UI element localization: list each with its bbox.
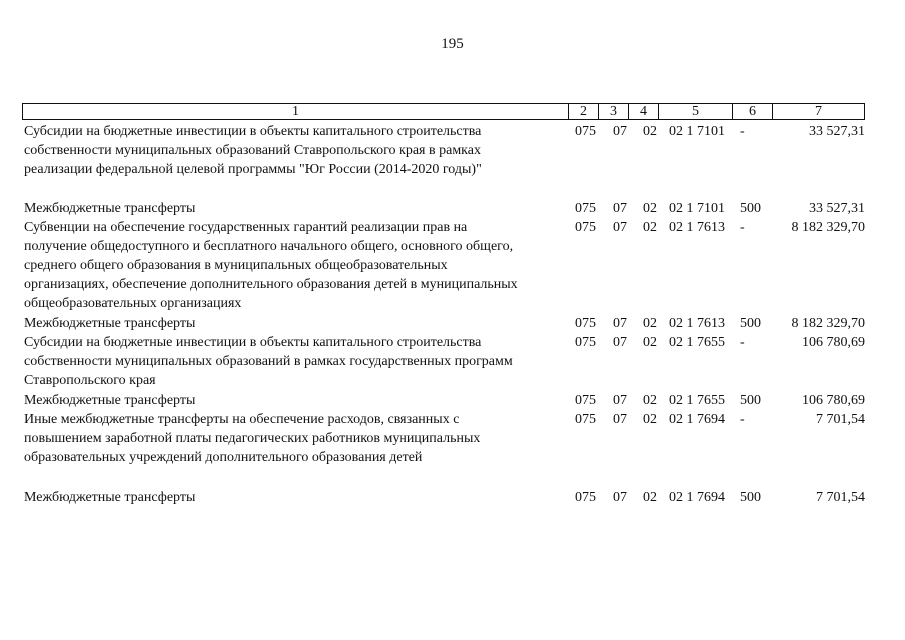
row-amount: 106 780,69 — [802, 335, 865, 350]
header-col-1: 1 — [22, 103, 569, 120]
row-code-3: 07 — [613, 220, 627, 235]
row-code-5: 02 1 7694 — [669, 490, 725, 505]
row-code-4: 02 — [643, 393, 657, 408]
header-col-4: 4 — [628, 103, 659, 120]
row-description: Иные межбюджетные трансферты на обеспечение расходов, связанных с повышением заработной платы педагогических работников муниципальных образовательных учреждений дополнительного образования детей — [24, 412, 481, 465]
table-header — [22, 103, 865, 120]
row-amount: 8 182 329,70 — [791, 316, 865, 331]
row-code-2: 075 — [575, 412, 596, 427]
row-code-3: 07 — [613, 490, 627, 505]
row-code-5: 02 1 7101 — [669, 124, 725, 139]
row-code-6: - — [740, 220, 745, 235]
row-code-6: - — [740, 412, 745, 427]
row-code-4: 02 — [643, 220, 657, 235]
row-code-5: 02 1 7655 — [669, 393, 725, 408]
row-code-3: 07 — [613, 393, 627, 408]
row-code-5: 02 1 7655 — [669, 335, 725, 350]
row-code-6: - — [740, 124, 745, 139]
row-code-2: 075 — [575, 490, 596, 505]
row-amount: 33 527,31 — [809, 124, 865, 139]
row-code-2: 075 — [575, 335, 596, 350]
row-amount: 7 701,54 — [816, 412, 865, 427]
row-description: Межбюджетные трансферты — [24, 316, 196, 331]
row-code-4: 02 — [643, 124, 657, 139]
row-code-3: 07 — [613, 201, 627, 216]
row-code-2: 075 — [575, 220, 596, 235]
row-code-4: 02 — [643, 490, 657, 505]
row-code-6: 500 — [740, 316, 761, 331]
row-amount: 33 527,31 — [809, 201, 865, 216]
row-code-4: 02 — [643, 412, 657, 427]
row-amount: 7 701,54 — [816, 490, 865, 505]
row-code-6: 500 — [740, 393, 761, 408]
header-col-2: 2 — [568, 103, 599, 120]
row-description: Субвенции на обеспечение государственных гарантий реализации прав на получение общедоступного и бесплатного начального общего, основного общего, среднего общего образования в муниципальных общеобразовательных организациях, обеспечение дополнительного образования детей в муниципальных общеобразовательных организациях — [24, 220, 518, 311]
row-description: Межбюджетные трансферты — [24, 393, 196, 408]
row-code-4: 02 — [643, 316, 657, 331]
row-code-3: 07 — [613, 335, 627, 350]
row-code-5: 02 1 7101 — [669, 201, 725, 216]
header-col-5: 5 — [658, 103, 733, 120]
row-description: Межбюджетные трансферты — [24, 490, 196, 505]
row-code-3: 07 — [613, 124, 627, 139]
row-code-6: - — [740, 335, 745, 350]
header-col-3: 3 — [598, 103, 629, 120]
row-description: Субсидии на бюджетные инвестиции в объекты капитального строительства собственности муниципальных образований Ставропольского края в рамках реализации федеральной целевой программы "Юг России (2014-2020 годы)" — [24, 124, 482, 177]
row-code-3: 07 — [613, 316, 627, 331]
row-code-5: 02 1 7694 — [669, 412, 725, 427]
row-code-2: 075 — [575, 316, 596, 331]
row-code-4: 02 — [643, 201, 657, 216]
row-amount: 106 780,69 — [802, 393, 865, 408]
row-code-4: 02 — [643, 335, 657, 350]
row-description: Межбюджетные трансферты — [24, 201, 196, 216]
row-code-3: 07 — [613, 412, 627, 427]
page-number: 195 — [441, 36, 464, 52]
row-code-5: 02 1 7613 — [669, 220, 725, 235]
row-code-6: 500 — [740, 490, 761, 505]
row-code-2: 075 — [575, 201, 596, 216]
header-col-7: 7 — [772, 103, 865, 120]
row-code-6: 500 — [740, 201, 761, 216]
row-code-2: 075 — [575, 124, 596, 139]
row-amount: 8 182 329,70 — [791, 220, 865, 235]
row-code-5: 02 1 7613 — [669, 316, 725, 331]
header-col-6: 6 — [732, 103, 773, 120]
row-description: Субсидии на бюджетные инвестиции в объекты капитального строительства собственности муниципальных образований в рамках государственных программ Ставропольского края — [24, 335, 513, 388]
row-code-2: 075 — [575, 393, 596, 408]
